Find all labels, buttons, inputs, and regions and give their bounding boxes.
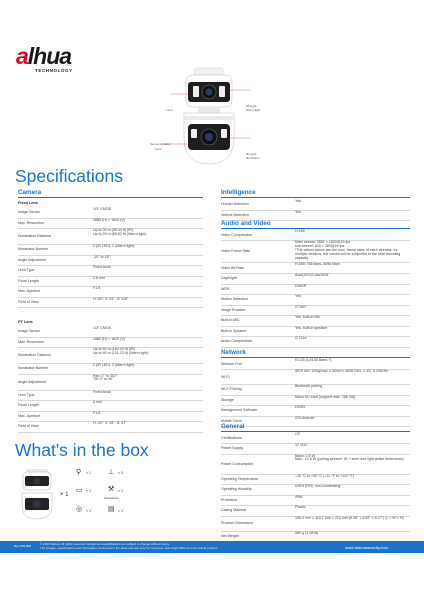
brand-tagline: TECHNOLOGY xyxy=(35,68,73,73)
spec-value: 0°/180° xyxy=(295,304,307,309)
accessory-guide-icon: ▤ xyxy=(108,506,115,513)
audio-video-heading: Audio and Video xyxy=(221,220,410,229)
spec-value: IEEE 802.11b/g/n/ac 2.4GHz"c 4835 GHz, 2.4G, 5.2/5GHz xyxy=(295,369,389,373)
spec-value: F1.6 xyxy=(93,410,101,415)
spec-value: 6 mm xyxy=(93,400,102,404)
callout-warm-light-top: Warm light xyxy=(246,108,261,112)
callout-ir-light-top: IR Light xyxy=(246,104,257,108)
spec-row xyxy=(221,516,410,532)
spec-value: 2 (IR LED); 2 (Warm light) xyxy=(93,363,135,367)
spec-key: Wi-Fi Pairing xyxy=(221,387,242,392)
spec-value: Auto(ICR)/Color/B/W xyxy=(295,273,329,277)
spec-key: Audio Compression xyxy=(221,339,253,344)
screwdriver-label: Screwdriver xyxy=(104,496,119,500)
callout-ir-light-bottom: IR Light xyxy=(246,152,257,156)
spec-row xyxy=(18,297,203,309)
whats-in-box-title: What's in the box xyxy=(15,440,149,460)
pt-lens-heading: PT Lens xyxy=(18,320,33,324)
accessory-anchors-qty: × 1 xyxy=(86,471,91,475)
accessory-sticker-icon: ▭ xyxy=(76,487,83,494)
spec-key: Focal Length xyxy=(18,278,39,283)
spec-value: 12 VDC xyxy=(295,443,308,447)
spec-key: Illuminator Number xyxy=(18,247,49,252)
spec-key: Video Frame Rate xyxy=(221,249,251,253)
spec-value: 2 (IR LED); 2 (Warm light) xyxy=(93,244,135,248)
spec-key: Casing Material xyxy=(221,508,246,513)
spec-row xyxy=(221,369,410,385)
spec-key: Video Compression xyxy=(221,232,253,237)
spec-key: Built-in MIC xyxy=(221,318,240,323)
footer-note: © 2023 Dahua. All rights reserved. Design and specifications are subject to change without notice. The images, specifications and information mentioned in the document are only for reference, and might differ from the actual product. xyxy=(40,542,218,550)
spec-key: Operating Humidity xyxy=(221,487,252,492)
spec-value: Micro SD card (support max. 256 GB) xyxy=(295,394,356,399)
spec-value: 159.4 mm × 119.1 mm × 210 mm (6.28" × 4.69" × 8.27") (L × W × H) xyxy=(295,515,404,520)
spec-row xyxy=(221,454,410,475)
network-heading: Network xyxy=(221,349,410,358)
camera-qty: × 1 xyxy=(60,492,69,498)
spec-key: Wi-Fi xyxy=(221,374,230,379)
callout-lens-bottom: Lens xyxy=(155,147,162,151)
spec-key: Image Sensor xyxy=(18,210,41,215)
spec-value: 1/3" CMOS xyxy=(93,326,112,330)
specifications-title: Specifications xyxy=(15,166,123,186)
spec-value: Yes xyxy=(295,199,301,203)
spec-key: Lens Type xyxy=(18,268,35,273)
footer-url[interactable]: www.dahuasecurity.com xyxy=(345,544,388,550)
spec-value: F1.6 xyxy=(93,286,101,290)
spec-value: H: 49°; V: 26°; D: 57° xyxy=(93,421,127,425)
brand-logo: alhua TECHNOLOGY xyxy=(16,43,73,73)
spec-value: DWDR xyxy=(295,283,307,288)
spec-value: Main stream: 2880 × 1620@15 fps sub stream: 640 × 360@15 fps *The values above are the max. frame rates of each streams; for multiple streams, the values will be subjected to the total encoding capacity. xyxy=(295,240,401,260)
spec-key: Operating Temperature xyxy=(221,476,258,481)
footer-code: Rev 001.000 xyxy=(14,544,32,548)
spec-value: Yes xyxy=(295,294,301,298)
spec-key: Angle Adjustment xyxy=(18,379,46,384)
accessory-sticker-qty: × 1 xyxy=(86,489,91,493)
spec-key: Angle Adjustment xyxy=(18,257,46,262)
spec-row xyxy=(18,421,203,433)
spec-value: CE xyxy=(295,432,300,436)
spec-key: Focal Length xyxy=(18,403,39,408)
spec-key: Net Weight xyxy=(221,533,239,538)
spec-value: Fixed-focal xyxy=(93,389,111,394)
spec-key: Max. Aperture xyxy=(18,289,41,294)
spec-value: Yes xyxy=(295,209,301,214)
spec-value: –30 °C to +50 °C (–22 °F to +122 °F) xyxy=(295,473,354,478)
spec-key: Day/Night xyxy=(221,276,237,281)
camera-icon xyxy=(18,469,56,521)
spec-value: Yes, built-in Mic xyxy=(295,315,321,319)
spec-key: Field of View xyxy=(18,424,39,429)
spec-value: DMSS xyxy=(295,405,306,409)
spec-key: Power Consumption xyxy=(221,461,254,466)
spec-key: Motion Detection xyxy=(221,297,248,302)
spec-key: Management Software xyxy=(221,408,258,413)
spec-key: Network Port xyxy=(221,361,242,366)
spec-key: Mobile Client xyxy=(221,418,242,423)
spec-key: Max. Resolution xyxy=(18,339,44,344)
spec-row xyxy=(221,240,410,263)
spec-key: Illumination Distance xyxy=(18,234,52,238)
fixed-lens-heading: Fixed Lens xyxy=(18,201,38,205)
spec-value: 580 g (1.28 lb) xyxy=(295,530,319,535)
spec-key: Illumination Distance xyxy=(18,353,52,357)
spec-key: Storage xyxy=(221,397,234,402)
spec-value: Pan: 0° to 352°; Tilt: 0° to 90° xyxy=(93,373,119,382)
spec-value: H.265: 768 kbps–4096 kbps xyxy=(295,262,340,266)
spec-row xyxy=(18,347,203,364)
spec-value: iOS;Android xyxy=(295,415,315,420)
callout-sense-indicator: Sense indicator xyxy=(150,142,171,146)
spec-row xyxy=(18,228,203,245)
spec-value: H: 90°; V: 53°; D: 110° xyxy=(93,296,129,301)
screwdriver-icon: ⚒ xyxy=(108,486,115,493)
spec-value: IP66 xyxy=(295,494,303,499)
spec-key: Certifications xyxy=(221,435,242,440)
accessory-waterproof-icon: ◎ xyxy=(76,506,83,513)
spec-key: Max. Aperture xyxy=(18,413,41,418)
intelligence-heading: Intelligence xyxy=(221,189,410,198)
spec-value: 2.8 mm xyxy=(93,275,105,280)
callout-illuminator: Illuminator xyxy=(246,156,260,160)
spec-value: 2880 (H) × 1620 (V) xyxy=(93,336,125,341)
callout-lens-top: Lens xyxy=(166,108,173,112)
spec-key: Video Bit Rate xyxy=(221,265,244,270)
spec-key: Protection xyxy=(221,497,238,502)
spec-key: Max. Resolution xyxy=(18,220,44,225)
spec-value: Up to 30 m (98.43 ft) (IR) Up to 20 m (65.62 ft) (Warm light) xyxy=(93,228,147,236)
spec-value: 1/3" CMOS xyxy=(93,207,112,211)
spec-value: G.711a xyxy=(295,336,307,340)
spec-key: WDR xyxy=(221,286,230,291)
spec-value: Yes, built-in speaker xyxy=(295,325,328,330)
spec-value: Plastic xyxy=(295,505,306,509)
accessory-waterproof-qty: × 1 xyxy=(86,509,91,513)
spec-key: Lens Type xyxy=(18,392,35,397)
spec-row xyxy=(221,336,410,348)
spec-value: H.265 xyxy=(295,229,305,233)
footer-bar xyxy=(0,541,424,553)
spec-value: Fixed-focal xyxy=(93,265,111,269)
spec-key: Vehicle Detection xyxy=(221,212,249,217)
accessory-anchors-icon: ⚲ xyxy=(76,469,82,476)
spec-value: RJ-45 (10/100 Base-T) xyxy=(295,358,332,362)
product-image xyxy=(150,66,270,182)
spec-key: Image Rotation xyxy=(221,307,246,312)
spec-value: Up to 50 m (164.04 ft) (IR) Up to 40 m (131.23 ft) (Warm light) xyxy=(93,347,149,355)
spec-key: Product Dimensions xyxy=(221,521,254,525)
spec-key: Power Supply xyxy=(221,446,244,451)
box-contents xyxy=(18,465,158,525)
spec-value: -10° to 15° xyxy=(93,254,111,259)
spec-row xyxy=(18,374,203,391)
accessory-guide-qty: × 1 xyxy=(118,509,123,513)
spec-key: Built-in Speaker xyxy=(221,328,247,333)
spec-value: ≤95% (RH), non-condensing xyxy=(295,484,341,488)
general-heading: General xyxy=(221,423,410,432)
accessory-screws-qty: × 3 xyxy=(118,471,123,475)
camera-section xyxy=(18,189,203,434)
spec-value: Bluetooth pairing xyxy=(295,384,322,388)
accessory-screws-icon: ⊥ xyxy=(108,469,115,476)
spec-key: Field of View xyxy=(18,299,39,304)
spec-value: 2880 (H) × 1620 (V) xyxy=(93,217,125,222)
spec-key: Human Detection xyxy=(221,202,249,207)
spec-key: Image Sensor xyxy=(18,329,41,334)
camera-heading: Camera xyxy=(18,189,203,198)
spec-value: Basic: 2.6 W Max.: 10.6 W (pulling stream+ IR + siren and light active deterrence) xyxy=(295,453,404,462)
screwdriver-qty: × 1 xyxy=(118,489,123,493)
right-spec-column xyxy=(221,189,410,539)
spec-key: Illuminator Number xyxy=(18,366,49,371)
